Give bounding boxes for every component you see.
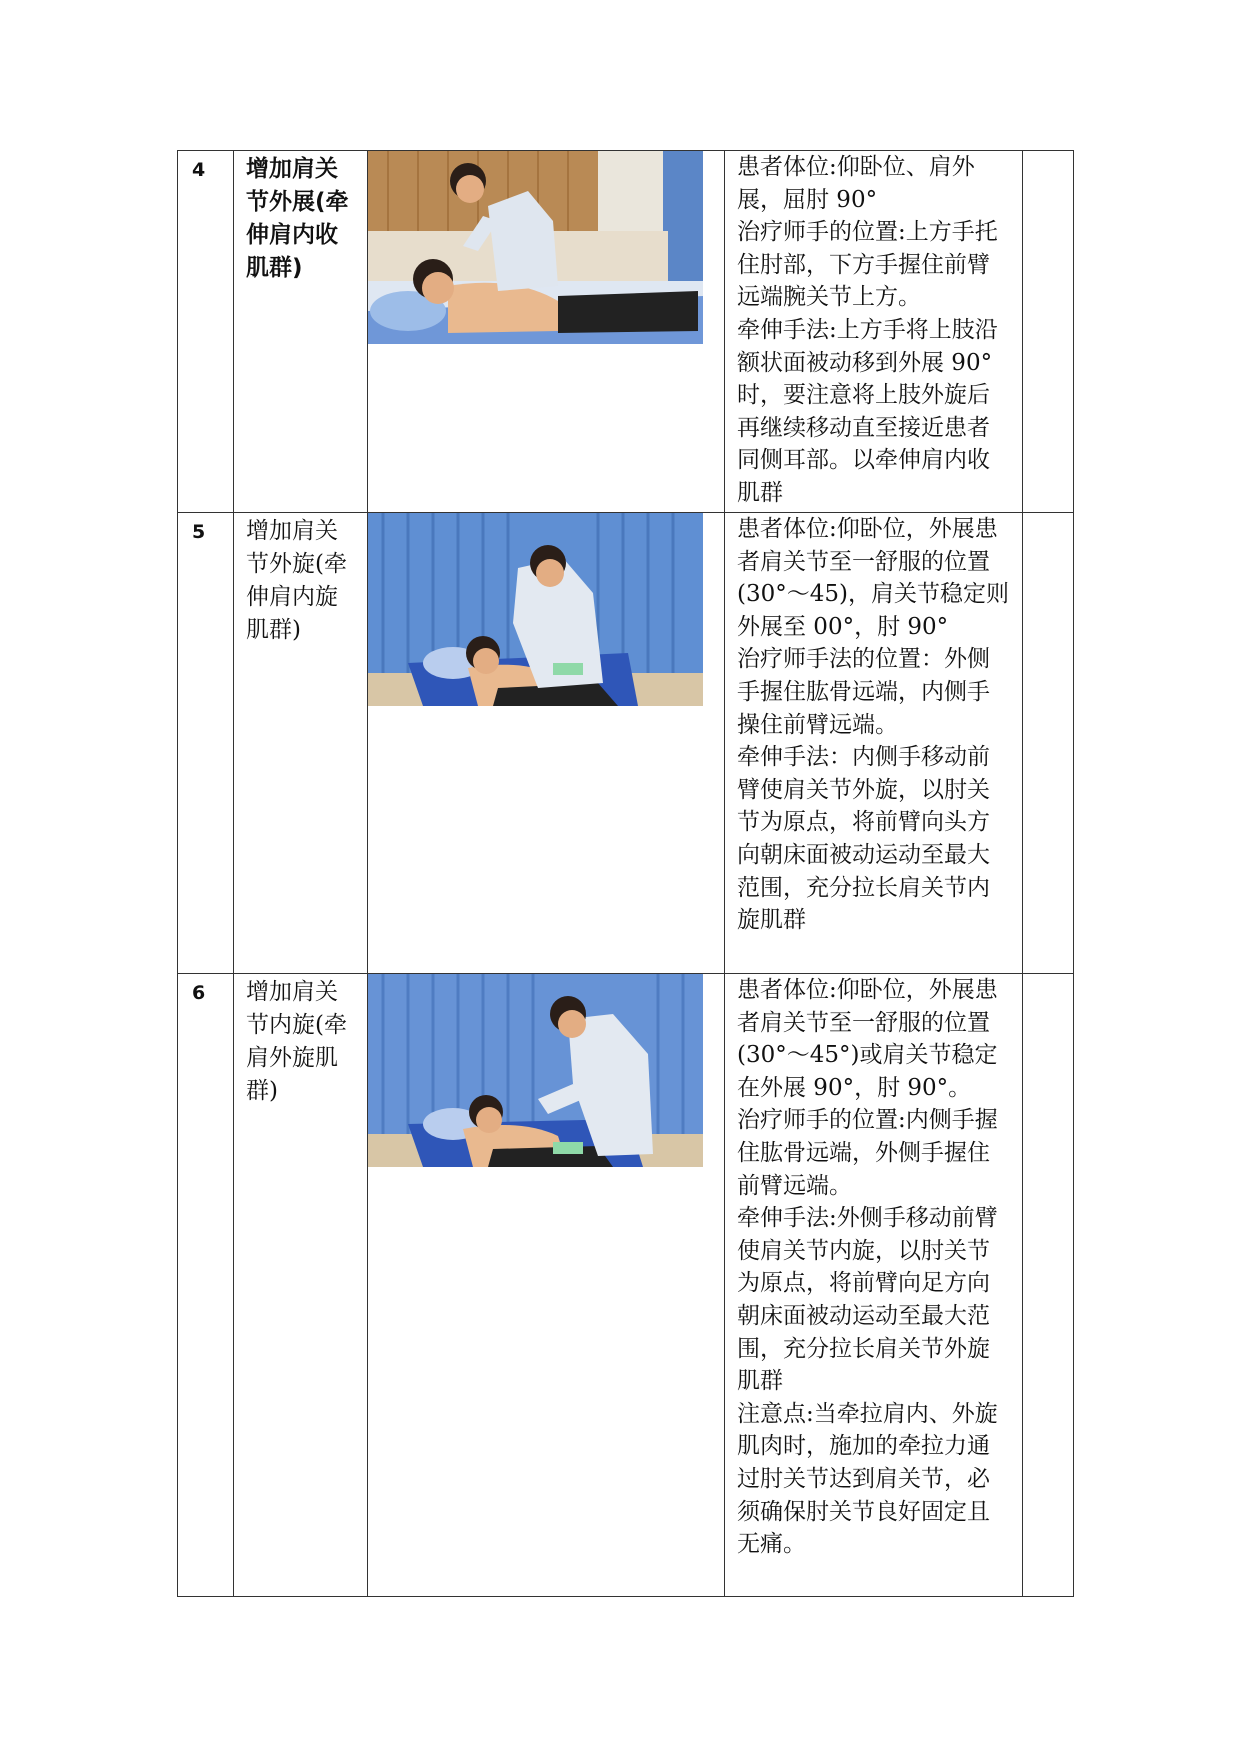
table-row — [178, 513, 1074, 974]
empty-cell — [1023, 513, 1074, 974]
patient-position-text: 患者体位:仰卧位，外展患者肩关节至一舒服的位置(30°～45°)或肩关节稳定在外展 90°，肘 90°。 — [737, 977, 998, 1101]
name-cell — [234, 151, 368, 513]
technique-name: 增加肩关节内旋(牵肩外旋肌群) — [246, 979, 347, 1104]
patient-position-text: 患者体位:仰卧位、肩外展，屈肘 90° — [737, 154, 975, 213]
row-number: 4 — [192, 159, 206, 181]
table-row — [178, 151, 1074, 513]
photo-shoulder-abduction — [368, 151, 703, 344]
name-cell — [234, 974, 368, 1597]
number-cell — [178, 513, 234, 974]
empty-cell — [1023, 151, 1074, 513]
description-cell — [725, 513, 1023, 974]
empty-cell — [1023, 974, 1074, 1597]
description-cell — [725, 151, 1023, 513]
stretch-method-text: 牵伸手法:外侧手移动前臂使肩关节内旋，以肘关节为原点，将前臂向足方向朝床面被动运动至最大范围，充分拉长肩关节外旋肌群 — [737, 1205, 998, 1395]
stretch-method-text: 牵伸手法:上方手将上肢沿额状面被动移到外展 90°时，要注意将上肢外旋后再继续移动直至接近患者同侧耳部。以牵伸肩内收肌群 — [737, 316, 998, 506]
technique-name: 增加肩关节外旋(牵伸肩内旋肌群) — [246, 518, 347, 643]
therapist-hand-text: 治疗师手的位置:内侧手握住肱骨远端，外侧手握住前臂远端。 — [737, 1107, 998, 1199]
procedure-table — [177, 150, 1074, 1597]
row-number: 5 — [192, 521, 206, 543]
photo-shoulder-internal-rotation — [368, 974, 703, 1167]
name-cell — [234, 513, 368, 974]
technique-name: 增加肩关节外展(牵伸肩内收肌群) — [246, 156, 349, 281]
stretch-method-text: 牵伸手法：内侧手移动前臂使肩关节外旋，以肘关节为原点，将前臂向头方向朝床面被动运动至最大范围，充分拉长肩关节内旋肌群 — [737, 744, 990, 934]
description-cell — [725, 974, 1023, 1597]
therapist-hand-text: 治疗师手法的位置：外侧手握住肱骨远端，内侧手操住前臂远端。 — [737, 646, 990, 738]
image-cell — [368, 151, 725, 513]
caution-note-text: 注意点:当牵拉肩内、外旋肌肉时，施加的牵拉力通过肘关节达到肩关节，必须确保肘关节良好固定且无痛。 — [737, 1400, 998, 1558]
patient-position-text: 患者体位:仰卧位，外展患者肩关节至一舒服的位置(30°～45)，肩关节稳定则外展至 00°，肘 90° — [737, 516, 1009, 640]
row-number: 6 — [192, 982, 206, 1004]
number-cell — [178, 151, 234, 513]
table-row — [178, 974, 1074, 1597]
number-cell — [178, 974, 234, 1597]
photo-shoulder-external-rotation — [368, 513, 703, 706]
image-cell — [368, 974, 725, 1597]
therapist-hand-text: 治疗师手的位置:上方手托住肘部，下方手握住前臂远端腕关节上方。 — [737, 219, 998, 311]
image-cell — [368, 513, 725, 974]
